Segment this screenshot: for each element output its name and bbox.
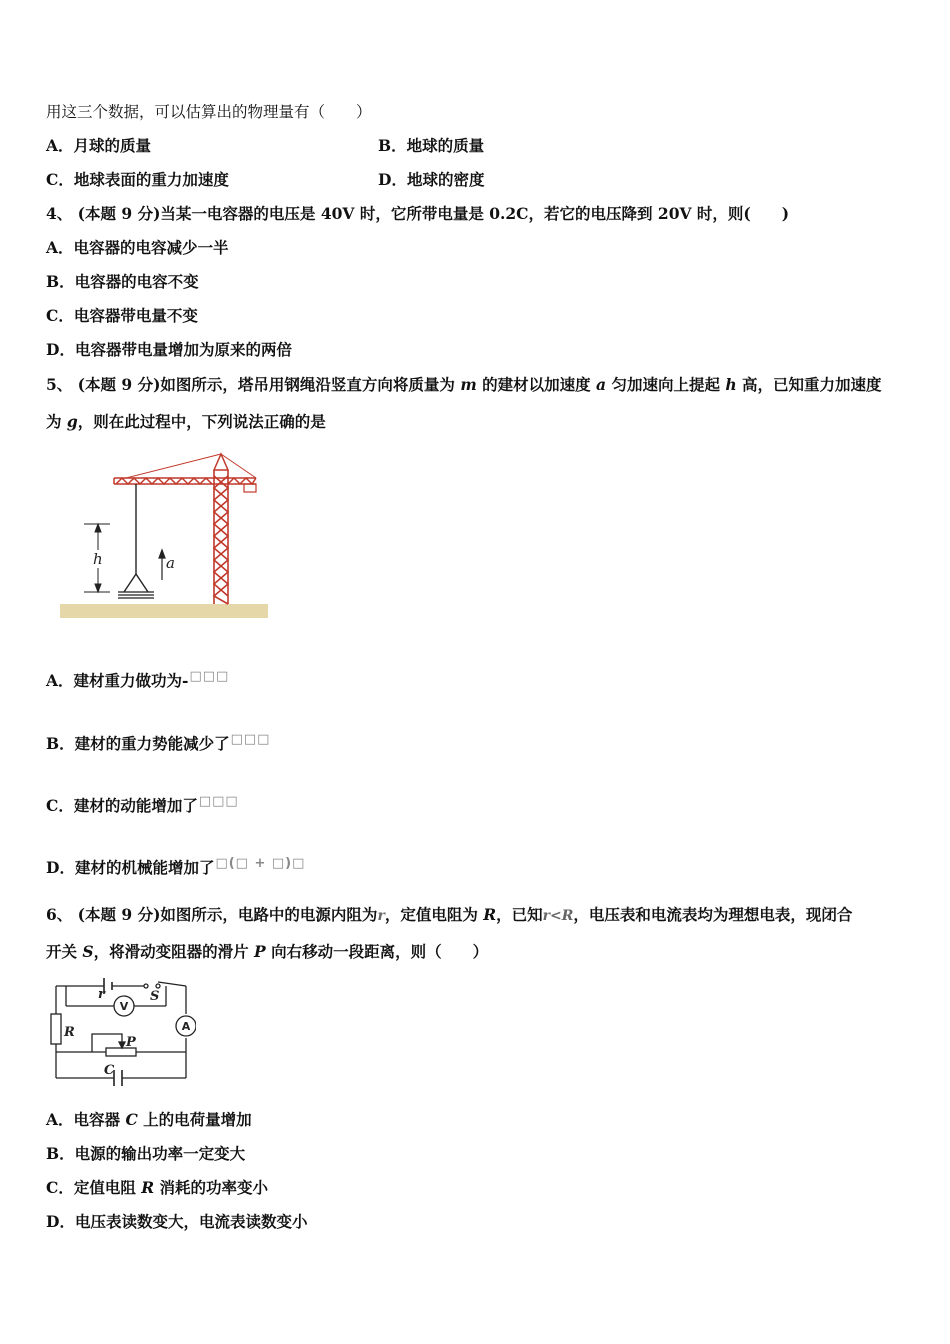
label-r: r xyxy=(98,987,105,1002)
q4-option-d[interactable]: D．电容器带电量增加为原来的两倍 xyxy=(46,340,292,359)
q5-option-c[interactable]: C．建材的动能增加了□□□ xyxy=(46,794,239,815)
q3-option-b[interactable]: B．地球的质量 xyxy=(378,136,485,155)
q4-option-c[interactable]: C．电容器带电量不变 xyxy=(46,306,198,325)
q3-option-d[interactable]: D．地球的密度 xyxy=(378,170,485,189)
q5-stem-line1: 5、 (本题 9 分)如图所示，塔吊用钢绳沿竖直方向将质量为 m 的建材以加速度 a 匀加速向上提起 h 高，已知重力加速度 xyxy=(46,375,882,394)
q6-stem-line1: 6、 (本题 9 分)如图所示，电路中的电源内阻为r，定值电阻为 R，已知r<R，电压表和电流表均为理想电表，现闭合 xyxy=(46,905,853,924)
q6-option-b[interactable]: B．电源的输出功率一定变大 xyxy=(46,1144,246,1163)
q5-option-b[interactable]: B．建材的重力势能减少了□□□ xyxy=(46,732,271,753)
voltmeter-label: V xyxy=(119,1000,129,1013)
sling xyxy=(124,574,148,592)
q4-stem: 4、 (本题 9 分)当某一电容器的电压是 40V 时，它所带电量是 0.2C，若它的电压降到 20V 时，则( ) xyxy=(46,204,790,223)
q3-stem: 用这三个数据，可以估算出的物理量有（ ） xyxy=(46,103,372,121)
label-c: C xyxy=(104,1063,115,1078)
formula-placeholder: □□□ xyxy=(230,732,271,747)
q5-stem-line2: 为 g，则在此过程中，下列说法正确的是 xyxy=(46,412,326,431)
crane-jib xyxy=(114,454,256,484)
circuit-figure xyxy=(46,974,196,1086)
battery-icon xyxy=(104,978,112,994)
q5-option-a[interactable]: A．建材重力做功为-□□□ xyxy=(46,669,230,690)
rheostat-icon xyxy=(56,1034,186,1056)
q3-option-c[interactable]: C．地球表面的重力加速度 xyxy=(46,170,229,189)
acceleration-label: a xyxy=(166,554,175,572)
tower-crane-figure xyxy=(56,440,272,624)
switch-icon xyxy=(144,984,160,988)
label-resistor: R xyxy=(64,1025,75,1040)
q6-option-a[interactable]: A．电容器 C 上的电荷量增加 xyxy=(46,1110,252,1129)
label-s: S xyxy=(150,989,160,1004)
q6-option-d[interactable]: D．电压表读数变大，电流表读数变小 xyxy=(46,1212,308,1231)
q3-option-a[interactable]: A．月球的质量 xyxy=(46,136,152,155)
ammeter-label: A xyxy=(181,1020,191,1033)
formula-placeholder: □(□ + □)□ xyxy=(215,856,306,871)
q6-stem-line2: 开关 S，将滑动变阻器的滑片 P 向右移动一段距离，则（ ） xyxy=(46,942,489,961)
q5-option-d[interactable]: D．建材的机械能增加了□(□ + □)□ xyxy=(46,856,306,877)
q4-option-b[interactable]: B．电容器的电容不变 xyxy=(46,272,199,291)
formula-placeholder: □□□ xyxy=(189,669,230,684)
q6-option-c[interactable]: C．定值电阻 R 消耗的功率变小 xyxy=(46,1178,269,1197)
ground xyxy=(60,604,268,618)
building-material xyxy=(118,592,154,598)
resistor-icon xyxy=(51,1014,61,1044)
crane-mast xyxy=(214,470,228,604)
q4-option-a[interactable]: A．电容器的电容减少一半 xyxy=(46,238,229,257)
crane-top xyxy=(214,454,228,470)
height-label: h xyxy=(93,550,103,568)
capacitor-icon xyxy=(114,1070,122,1086)
counterweight xyxy=(244,484,256,492)
formula-placeholder: □□□ xyxy=(198,794,239,809)
label-p: P xyxy=(126,1035,136,1050)
acceleration-arrow xyxy=(159,550,165,580)
